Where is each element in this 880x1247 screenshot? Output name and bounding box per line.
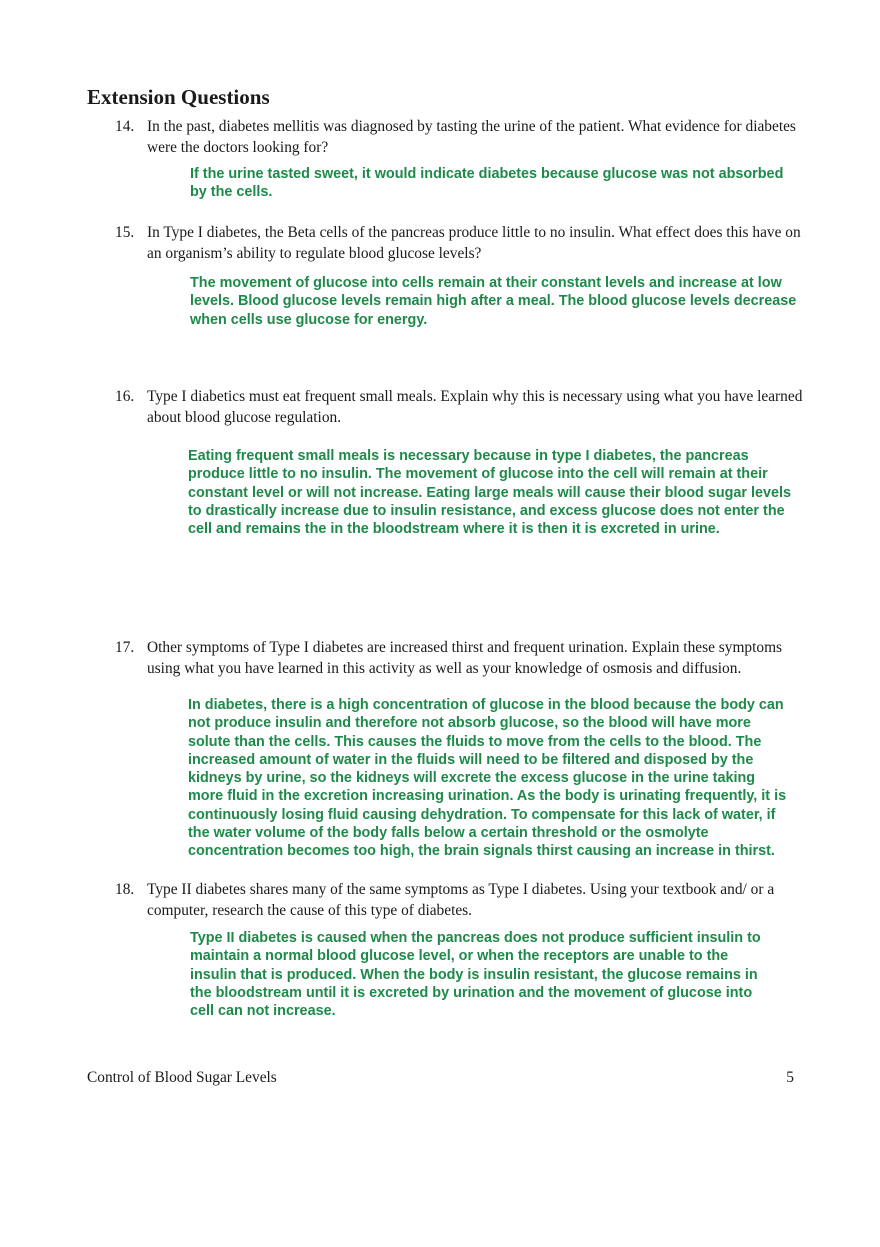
answer-18: Type II diabetes is caused when the pancreas does not produce sufficient insulin to maintain a normal blood glucose level, or when the receptors are unable to the insulin that is produced. When the body is insulin resistant, the glucose remains in the bloodstream until it is excreted by urination and the movement of glucose into cell can not increase. [190,930,761,1020]
question-number: 16. [115,388,135,405]
question-text: Type II diabetes shares many of the same symptoms as Type I diabetes. Using your textbook and/ or a computer, research the cause of this type of diabetes. [147,881,775,919]
answer-14: If the urine tasted sweet, it would indicate diabetes because glucose was not absorbed by the cells. [190,166,784,201]
answer-16: Eating frequent small meals is necessary because in type I diabetes, the pancreas produce little to no insulin. The movement of glucose into the cell will remain at their constant level or will not increase. Eating large meals will cause their blood sugar levels to drastically increase due to insulin resistance, and excess glucose does not enter the cell and remains the in the bloodstream where it is then it is excreted in urine. [188,448,792,538]
footer-title: Control of Blood Sugar Levels [87,1069,277,1086]
answer-15: The movement of glucose into cells remain at their constant levels and increase at low levels. Blood glucose levels remain high after a meal. The blood glucose levels decrease when cells use glucose for energy. [190,275,797,328]
question-text: In Type I diabetes, the Beta cells of the pancreas produce little to no insulin. What effect does this have on an organism’s ability to regulate blood glucose levels? [147,224,801,262]
question-number: 15. [115,224,135,241]
question-text: In the past, diabetes mellitis was diagnosed by tasting the urine of the patient. What evidence for diabetes were the doctors looking for? [147,118,796,156]
question-text: Other symptoms of Type I diabetes are increased thirst and frequent urination. Explain these symptoms using what you have learned in this activity as well as your knowledge of osmosis and diffusion. [147,639,783,677]
question-number: 18. [115,881,135,898]
section-heading: Extension Questions [87,85,270,109]
question-16 [115,386,805,428]
question-18 [115,879,805,921]
question-text: Type I diabetics must eat frequent small meals. Explain why this is necessary using what you have learned about blood glucose regulation. [147,388,803,426]
question-15 [115,222,805,264]
question-number: 17. [115,639,135,656]
page-number: 5 [786,1069,794,1086]
answer-17: In diabetes, there is a high concentration of glucose in the blood because the body can not produce insulin and therefore not absorb glucose, so the blood will have more solute than the cells. This causes the fluids to move from the cells to the blood. The increased amount of water in the fluids will need to be filtered and disposed by the kidneys by urine, so the kidneys will excrete the excess glucose in the urine taking more fluid in the excretion increasing urination. As the body is urinating frequently, it is continuously losing fluid causing dehydration. To compensate for this lack of water, if the water volume of the body falls below a certain threshold or the osmolyte concentration becomes too high, the brain signals thirst causing an increase in thirst. [188,697,787,860]
question-number: 14. [115,118,135,135]
question-14 [115,116,805,158]
question-17 [115,637,805,679]
